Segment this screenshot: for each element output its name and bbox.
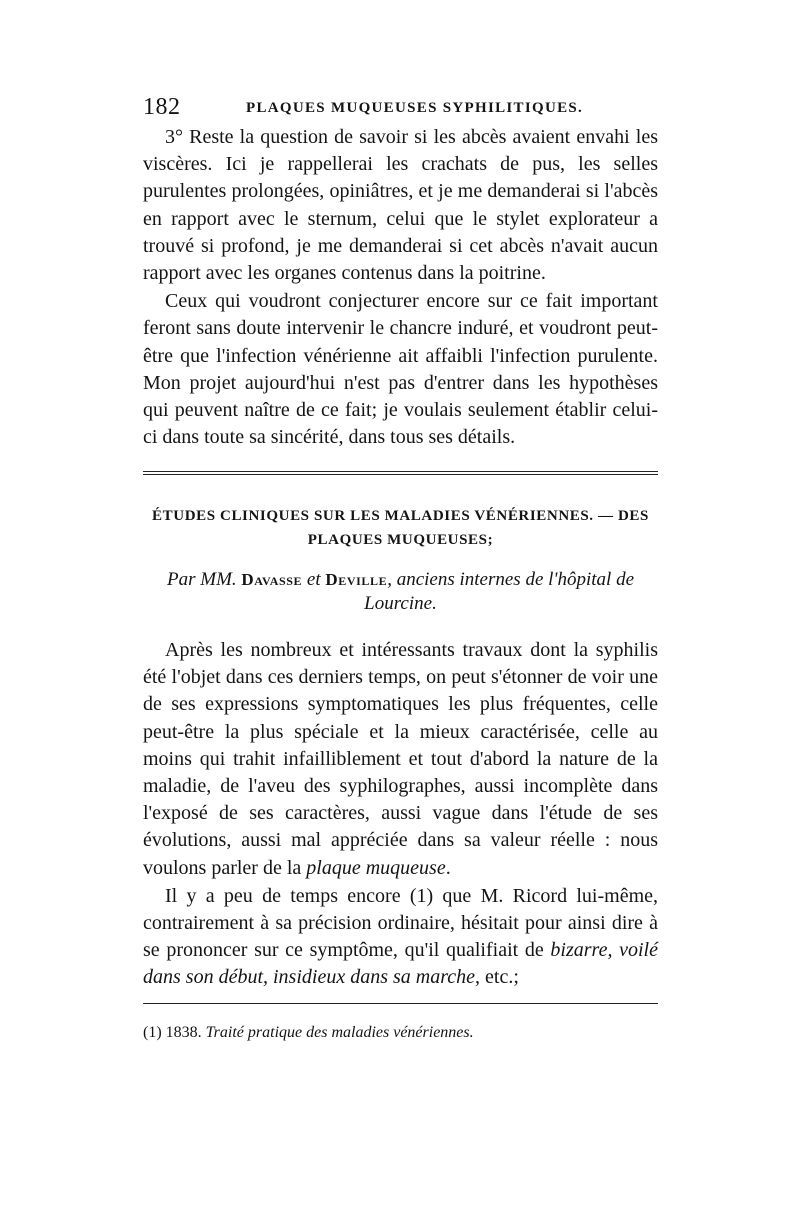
- page-header: [143, 92, 658, 122]
- section1-paragraph-1: 3° Reste la question de savoir si les abcès avaient envahi les viscères. Ici je rappellerai les crachats de pus, les selles purulentes prolongées, opiniâtres, et je me demanderai si l'abcès en rapport avec le sternum, celui que le stylet explorateur a trouvé si profond, je me demanderai si cet abcès n'avait aucun rapport avec les organes contenus dans la poitrine.: [143, 126, 658, 285]
- article-paragraph-2-text: Il y a peu de temps encore (1) que M. Ricord lui-même, contrairement à sa précision ordinaire, hésitait pour ainsi dire à se prononcer sur ce symptôme, qu'il qualifiait de: [143, 884, 658, 962]
- footnote-prefix: (1) 1838.: [143, 1024, 206, 1041]
- author-deville: Deville: [325, 570, 388, 589]
- byline-prefix: Par MM.: [167, 569, 242, 590]
- article-paragraph-2: [143, 883, 658, 992]
- byline: [143, 568, 658, 616]
- section-divider: [143, 471, 658, 475]
- article-paragraph-1-end: .: [445, 856, 451, 879]
- article-paragraph-1: [143, 637, 658, 882]
- article-title: ÉTUDES CLINIQUES SUR LES MALADIES VÉNÉRIENNES. — DES PLAQUES MUQUEUSES;: [152, 508, 649, 548]
- article-body: [143, 637, 658, 992]
- page-number: 182: [143, 94, 181, 120]
- footnote: [143, 1022, 658, 1044]
- section1-paragraph-2: Ceux qui voudront conjecturer encore sur ce fait important feront sans doute intervenir le chancre induré, et voudront peut-être que l'infection vénérienne ait affaibli l'infection purulente. Mon projet aujourd'hui n'est pas d'entrer dans les hypothèses qui peuvent naître de ce fait; je voulais seulement établir celui-ci dans toute sa sincérité, dans tous ses détails.: [143, 290, 658, 449]
- author-davasse: Davasse: [241, 570, 303, 589]
- running-head: PLAQUES MUQUEUSES SYPHILITIQUES.: [246, 100, 584, 116]
- section1-text: [143, 124, 658, 451]
- article-paragraph-2-end: , etc.;: [475, 966, 519, 989]
- footnote-title: Traité pratique des maladies vénériennes.: [205, 1024, 474, 1041]
- byline-affiliation: , anciens internes de l'hôpital de Lourcine.: [364, 569, 634, 614]
- footnote-rule: [143, 1003, 658, 1004]
- byline-and: et: [302, 569, 326, 590]
- plaque-muqueuse-term: plaque muqueuse: [306, 856, 446, 879]
- article-paragraph-1-text: Après les nombreux et intéressants travaux dont la syphilis été l'objet dans ces derniers temps, on peut s'étonner de voir une de ses expressions symptomatiques les plus fréquentes, celle peut-être la plus spéciale et la mieux caractérisée, celle au moins qui trahit infailliblement et tout d'abord la nature de la maladie, de l'aveu des syphilographes, aussi incomplète dans l'exposé de ses caractères, aussi vague dans l'étude de ses évolutions, aussi mal appréciée dans sa valeur réelle : nous voulons parler de la: [143, 639, 658, 879]
- ricord-quote: bizarre, voilé dans son début, insidieux dans sa marche: [143, 939, 658, 989]
